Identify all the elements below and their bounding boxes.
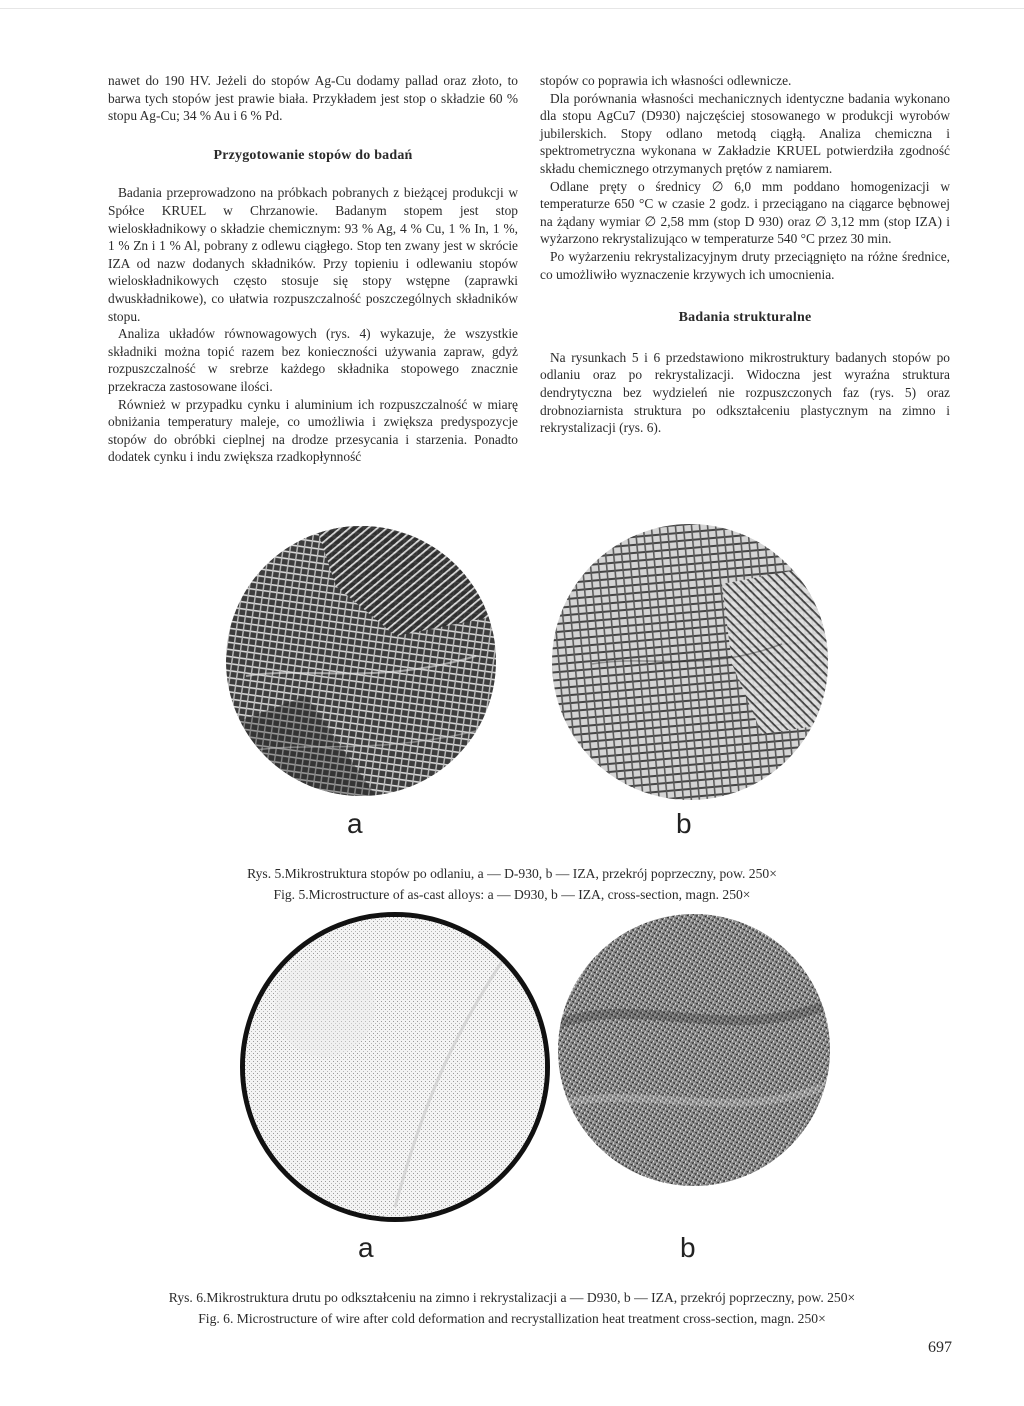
left-paragraph-1: nawet do 190 HV. Jeżeli do stopów Ag-Cu dodamy pallad oraz złoto, to barwa tych stopów jest prawie biała. Przykładem jest stop o składzie 60 % stopu Ag-Cu; 34 % Au i 6 % Pd. — [108, 73, 518, 124]
right-paragraph-5: Na rysunkach 5 i 6 przedstawiono mikrostruktury badanych stopów po odlaniu oraz po rekrystalizacji. Widoczna jest wyraźna struktura dendrytyczna bez wydzieleń nie rozpuszczonych faz (rys. 5) oraz drobnoziarnista struktura po odkształceniu plastycznym na zimno i rekrystalizacji (rys. 6). — [540, 349, 950, 436]
fig5-caption-en: Fig. 5.Microstructure of as-cast alloys: a — D930, b — IZA, cross-section, magn. 250× — [273, 887, 751, 902]
fig6-label-a: a — [358, 1232, 374, 1263]
fig6-label-b: b — [680, 1232, 696, 1263]
fig5-caption-pl: Rys. 5.Mikrostruktura stopów po odlaniu, a — D-930, b — IZA, przekrój poprzeczny, pow. 250× — [247, 866, 777, 881]
fig5-label-a: a — [347, 808, 363, 839]
page-number: 697 — [928, 1339, 952, 1356]
micrograph-fig5a — [226, 526, 496, 796]
left-paragraph-3: Analiza układów równowagowych (rys. 4) wykazuje, że wszystkie składniki można topić razem bez konieczności używania zapraw, gdyż rozpuszczalność w srebrze każdego składnika stopowego znacznie przekracza zastosowane ilości. — [108, 326, 518, 394]
micrograph-fig6a — [240, 912, 550, 1222]
fig6-caption-pl: Rys. 6.Mikrostruktura drutu po odkształceniu na zimno i rekrystalizacji a — D930, b — IZA, przekrój poprzeczny, pow. 250× — [168, 1290, 856, 1305]
left-paragraph-4: Również w przypadku cynku i aluminium ich rozpuszczalność w miarę obniżania temperatury maleje, co umożliwia i zwiększa predyspozycje stopów do obróbki cieplnej na drodze przesycania i starzenia. Ponadto dodatek cynku i indu zwiększa rzadkopłynność — [108, 396, 518, 465]
right-paragraph-1: stopów co poprawia ich własności odlewnicze. — [540, 73, 792, 88]
right-paragraph-3: Odlane pręty o średnicy ∅ 6,0 mm poddano homogenizacji w temperaturze 650 °C w czasie 2 godz. i przeciągano na ciągarce bębnowej na żądany wymiar ∅ 2,58 mm (stop D 930) oraz ∅ 3,12 mm (stop IZA) i wyżarzono rekrystalizująco w temperaturze 540 °C przez 30 min. — [540, 178, 950, 247]
right-column — [540, 72, 950, 437]
micrograph-fig5b — [552, 524, 828, 800]
section-heading-preparation: Przygotowanie stopów do badań — [213, 147, 413, 163]
fig6-caption-en: Fig. 6. Microstructure of wire after cold deformation and recrystallization heat treatment cross-section, magn. 250× — [198, 1311, 826, 1326]
page-top-rule — [0, 8, 1024, 9]
micrograph-fig6b — [558, 914, 830, 1186]
right-paragraph-4: Po wyżarzeniu rekrystalizacyjnym druty przeciągnięto na różne średnice, co umożliwiło wyznaczenie krzywych ich umocnienia. — [540, 248, 950, 282]
section-heading-structural: Badania strukturalne — [678, 310, 812, 326]
left-paragraph-2: Badania przeprowadzono na próbkach pobranych z bieżącej produkcji w Spółce KRUEL w Chrzanowie. Badanym stopem jest stop wieloskładnikowy o składzie chemicznym: 93 % Ag, 4 % Cu, 1 % In, 1 %, 1 % Zn i 1 % Al, pobrany z odlewu ciągłego. Stop ten zwany jest w skrócie IZA od nazw dodanych składników. Przy topieniu i odlewaniu stopów wieloskładnikowych często stosuje się stopy wstępne (zaprawki dwuskładnikowe), co ułatwia rozpuszczalność poszczególnych składników stopu. — [108, 185, 518, 324]
left-column — [108, 72, 518, 466]
fig5-label-b: b — [676, 808, 692, 839]
right-paragraph-2: Dla porównania własności mechanicznych identyczne badania wykonano dla stopu AgCu7 (D930) najczęściej stosowanego w produkcji wyrobów jubilerskich. Stopy odlano metodą ciągłą. Analiza chemiczna i spektrometryczna wykonana w Zakładzie KRUEL potwierdziła zgodność składu chemicznego otrzymanych prętów z namiarem. — [540, 90, 950, 176]
